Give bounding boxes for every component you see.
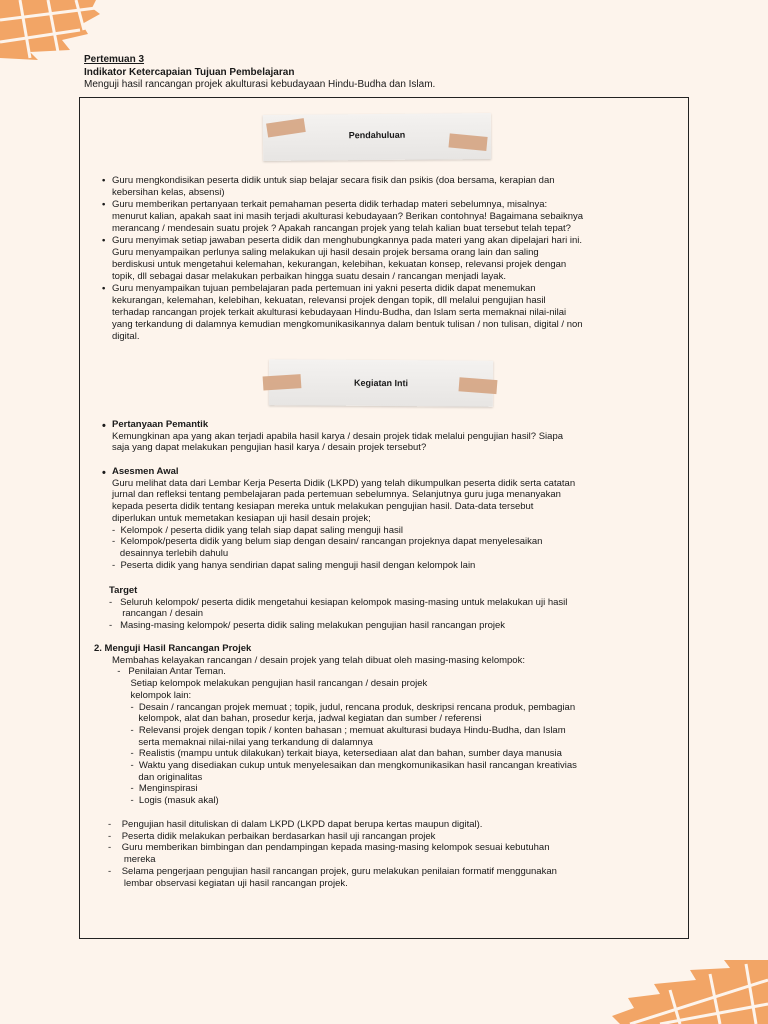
intro-list-item (102, 175, 682, 199)
intro-line: Guru mengkondisikan peserta didik untuk siap belajar secara fisik dan psikis (doa bersama, kerapian dan (112, 175, 555, 186)
intro-list (102, 175, 682, 343)
intro-banner (263, 113, 491, 161)
asesmen-line: - Kelompok/peserta didik yang belum siap dengan desain/ rancangan projeknya dapat menyelesaikan (112, 536, 543, 548)
intro-line: berdiskusi untuk mengetahui kelemahan, kekurangan, kelebihan, kekuatan konsep, relevansi projek dengan (112, 259, 567, 270)
header (84, 54, 435, 92)
step2-line: - Penilaian Antar Teman. (112, 666, 226, 678)
asesmen-line: Guru melihat data dari Lembar Kerja Peserta Didik (LKPD) yang telah dikumpulkan peserta didik serta catatan (112, 477, 576, 489)
target-line: rancangan / desain (109, 608, 204, 620)
step2-line: - Relevansi projek dengan topik / konten bahasan ; memuat akulturasi budaya Hindu-Budha, dan Islam (112, 724, 566, 736)
bullet-dot: • (102, 283, 106, 294)
target-line: - Masing-masing kelompok/ peserta didik saling melakukan pengujian hasil rancangan projek (109, 620, 506, 632)
intro-line: yang terkandung di dalamnya kemudian mengkomunikasikannya dalam bentuk tulisan / non tulisan, digital / non (112, 319, 583, 330)
closing-line: - Pengujian hasil dituliskan di dalam LKPD (LKPD dapat berupa kertas maupun digital). (108, 819, 483, 830)
closing-line: lembar observasi kegiatan uji hasil rancangan projek. (108, 877, 348, 889)
meeting-title: Pertemuan 3 (84, 54, 145, 65)
intro-list-item (102, 199, 682, 235)
closing-line: mereka (108, 854, 156, 866)
closing-section (108, 819, 684, 889)
asesmen-section (112, 466, 682, 571)
step2-title: 2. Menguji Hasil Rancangan Projek (94, 643, 252, 654)
intro-title: Pendahuluan (348, 129, 406, 141)
core-banner (269, 359, 493, 407)
asesmen-line: - Peserta didik yang hanya sendirian dapat saling menguji hasil dengan kelompok lain (112, 559, 476, 571)
step2-line: Setiap kelompok melakukan pengujian hasil rancangan / desain projek (112, 678, 428, 690)
closing-line: - Peserta didik melakukan perbaikan berdasarkan hasil uji rancangan projek (108, 830, 436, 842)
bullet-dot: • (102, 199, 106, 210)
bullet-dot: • (102, 235, 106, 246)
asesmen-line: kepada peserta didik tentang kesiapan mereka untuk melakukan pengujian hasil. Data-data tersebut (112, 501, 534, 513)
bullet-dot: • (102, 175, 106, 186)
closing-line: - Selama pengerjaan pengujian hasil rancangan projek, guru melakukan penilaian formatif menggunakan (108, 865, 557, 877)
pemantik-line: saja yang dapat melakukan pengujian hasil karya / desain projek tersebut? (112, 442, 427, 454)
intro-line: Guru menyimak setiap jawaban peserta didik dan menghubungkannya pada materi yang akan dipelajari hari ini. (112, 235, 583, 246)
content-card (79, 97, 689, 939)
step2-line: serta memaknai nilai-nilai yang terkandung di dalamnya (112, 736, 373, 748)
pemantik-bullet: • (102, 420, 106, 432)
target-section (109, 585, 679, 632)
intro-line: Guru menyampaikan tujuan pembelajaran pada pertemuan ini yakni peserta didik dapat menemukan (112, 283, 536, 294)
intro-line: topik, dll sebagai dasar melakukan perbaikan hingga suatu desain / rancangan menjadi layak. (112, 271, 506, 282)
pemantik-title: Pertanyaan Pemantik (112, 419, 209, 430)
indicator-text: Menguji hasil rancangan projek akulturasi kebudayaan Hindu-Budha dan Islam. (84, 79, 436, 90)
step2-line: - Logis (masuk akal) (112, 795, 219, 807)
step2-line: dan originalitas (112, 771, 203, 783)
step2-line: - Realistis (mampu untuk dilakukan) terkait biaya, ketersediaan alat dan bahan, sumber daya manusia (112, 748, 562, 760)
asesmen-title: Asesmen Awal (112, 466, 179, 477)
intro-line: digital. (112, 331, 140, 342)
top-left-orange-grid (0, 0, 110, 62)
step2-section (94, 643, 684, 807)
intro-list-item (102, 283, 682, 343)
step2-line: - Menginspirasi (112, 783, 198, 795)
intro-line: Guru menyampaikan perlunya saling melakukan uji hasil desain projek bersama orang lain dan saling (112, 247, 539, 258)
step2-line: kelompok, alat dan bahan, prosedur kerja, jadwal kegiatan dan sumber / referensi (112, 713, 482, 725)
target-title: Target (109, 585, 138, 596)
bottom-right-orange-grid (600, 960, 768, 1024)
closing-line: - Guru memberikan bimbingan dan pendampingan kepada masing-masing kelompok sesuai kebutuhan (108, 842, 550, 854)
pemantik-section (112, 419, 682, 454)
step2-line: - Waktu yang disediakan cukup untuk menyelesaikan dan mengkomunikasikan hasil rancangan kreativias (112, 760, 577, 772)
intro-line: Guru memberikan pertanyaan terkait pemahaman peserta didik terhadap materi sebelumnya, misalnya: (112, 199, 548, 210)
intro-line: terhadap rancangan projek terkait akulturasi kebudayaan Hindu-Budha, dan Islam serta memaknai nilai-nilai (112, 307, 567, 318)
target-line: - Seluruh kelompok/ peserta didik mengetahui kesiapan kelompok masing-masing untuk melakukan uji hasil (109, 596, 568, 608)
asesmen-line: - Kelompok / peserta didik yang telah siap dapat saling menguji hasil (112, 524, 403, 536)
step2-line: Membahas kelayakan rancangan / desain projek yang telah dibuat oleh masing-masing kelompok: (112, 654, 525, 666)
step2-line: kelompok lain: (112, 689, 192, 701)
intro-line: menurut kalian, apakah saat ini masih terjadi akulturasi kebudayaan? Berikan contohnya! Bagaimana sebaiknya (112, 211, 584, 222)
asesmen-line: jurnal dan refleksi tentang pembelajaran pada pertemuan sebelumnya. Selanjutnya guru juga menanyakan (112, 489, 561, 501)
intro-list-item (102, 235, 682, 283)
intro-line: merancang / mendesain suatu projek ? Apakah rancangan projek yang telah kalian buat tersebut telah tepat? (112, 223, 571, 234)
intro-line: kebersihan kelas, absensi) (112, 187, 225, 198)
step2-line: - Desain / rancangan projek memuat ; topik, judul, rencana produk, deskripsi rencana produk, pembagian (112, 701, 576, 713)
asesmen-bullet: • (102, 467, 106, 479)
asesmen-line: desainnya terlebih dahulu (112, 547, 229, 559)
core-title: Kegiatan Inti (353, 377, 409, 389)
asesmen-line: diperlukan untuk memetakan kesiapan uji hasil desain projek; (112, 512, 371, 524)
pemantik-line: Kemungkinan apa yang akan terjadi apabila hasil karya / desain projek tidak melalui pengujian hasil? Siapa (112, 430, 564, 442)
indicator-title: Indikator Ketercapaian Tujuan Pembelajaran (84, 66, 295, 78)
intro-line: kekurangan, kelemahan, kelebihan, kekuatan, relevansi projek dengan topik, dll melalui pengujian hasil (112, 295, 546, 306)
